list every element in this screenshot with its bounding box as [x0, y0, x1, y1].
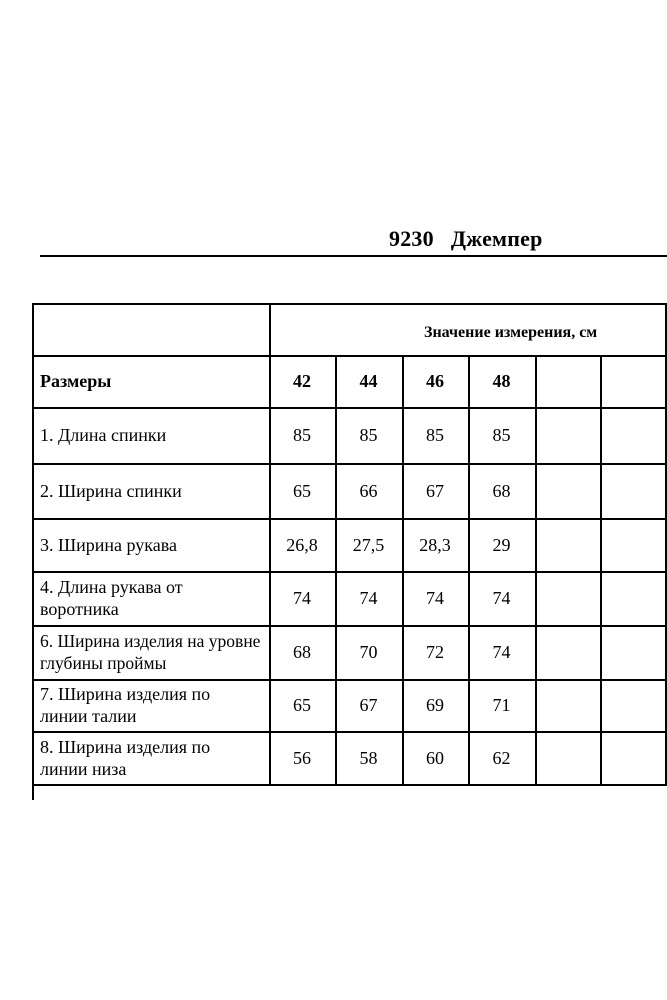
row-label: 2. Ширина спинки: [40, 480, 182, 501]
table-vertical-rule: [535, 355, 537, 785]
size-header-48: 48: [492, 371, 511, 391]
value-cell: 29: [492, 534, 511, 555]
value-cell: 58: [359, 748, 378, 768]
value-cell: 72: [426, 642, 444, 662]
value-cell: 71: [492, 695, 511, 715]
value-cell: 74: [359, 588, 378, 608]
value-cell: 62: [492, 748, 511, 768]
size-row-label: Размеры: [40, 371, 112, 391]
value-cell: 60: [426, 748, 444, 768]
size-header-44: 44: [359, 371, 378, 391]
value-cell: 74: [293, 588, 311, 608]
table-bottom-tick: [32, 784, 34, 800]
value-cell: 67: [359, 695, 378, 715]
measurement-header: Значение измерения, см: [424, 324, 598, 341]
size-chart-table: [32, 303, 667, 785]
title-underline: [40, 255, 667, 257]
document-title: 9230 Джемпер: [389, 226, 543, 251]
table-horizontal-rule: [32, 303, 667, 305]
value-cell: 66: [359, 480, 378, 501]
value-cell: 74: [492, 642, 511, 662]
value-cell: 27,5: [352, 534, 385, 555]
value-cell: 67: [426, 480, 444, 501]
table-vertical-rule: [600, 355, 602, 785]
value-cell: 69: [426, 695, 444, 715]
value-cell: 70: [359, 642, 378, 662]
value-cell: 74: [492, 588, 511, 608]
table-vertical-rule: [32, 303, 34, 785]
value-cell: 65: [293, 695, 311, 715]
row-label: 7. Ширина изделия по линии талии: [40, 684, 211, 726]
value-cell: 74: [426, 588, 444, 608]
size-header-42: 42: [293, 371, 311, 391]
row-label: 6. Ширина изделия на уровне глубины проймы: [40, 631, 261, 673]
row-label: 4. Длина рукава от воротника: [40, 577, 183, 619]
value-cell: 85: [359, 425, 378, 445]
value-cell: 68: [492, 480, 511, 501]
size-header-46: 46: [426, 371, 444, 391]
value-cell: 56: [293, 748, 311, 768]
value-cell: 65: [293, 480, 311, 501]
value-cell: 26,8: [286, 534, 318, 555]
row-label: 8. Ширина изделия по линии низа: [40, 737, 211, 779]
row-label: 3. Ширина рукава: [40, 534, 178, 555]
value-cell: 85: [293, 425, 311, 445]
value-cell: 68: [293, 642, 311, 662]
value-cell: 85: [492, 425, 511, 445]
row-label: 1. Длина спинки: [40, 425, 167, 445]
value-cell: 85: [426, 425, 444, 445]
value-cell: 28,3: [419, 534, 451, 555]
